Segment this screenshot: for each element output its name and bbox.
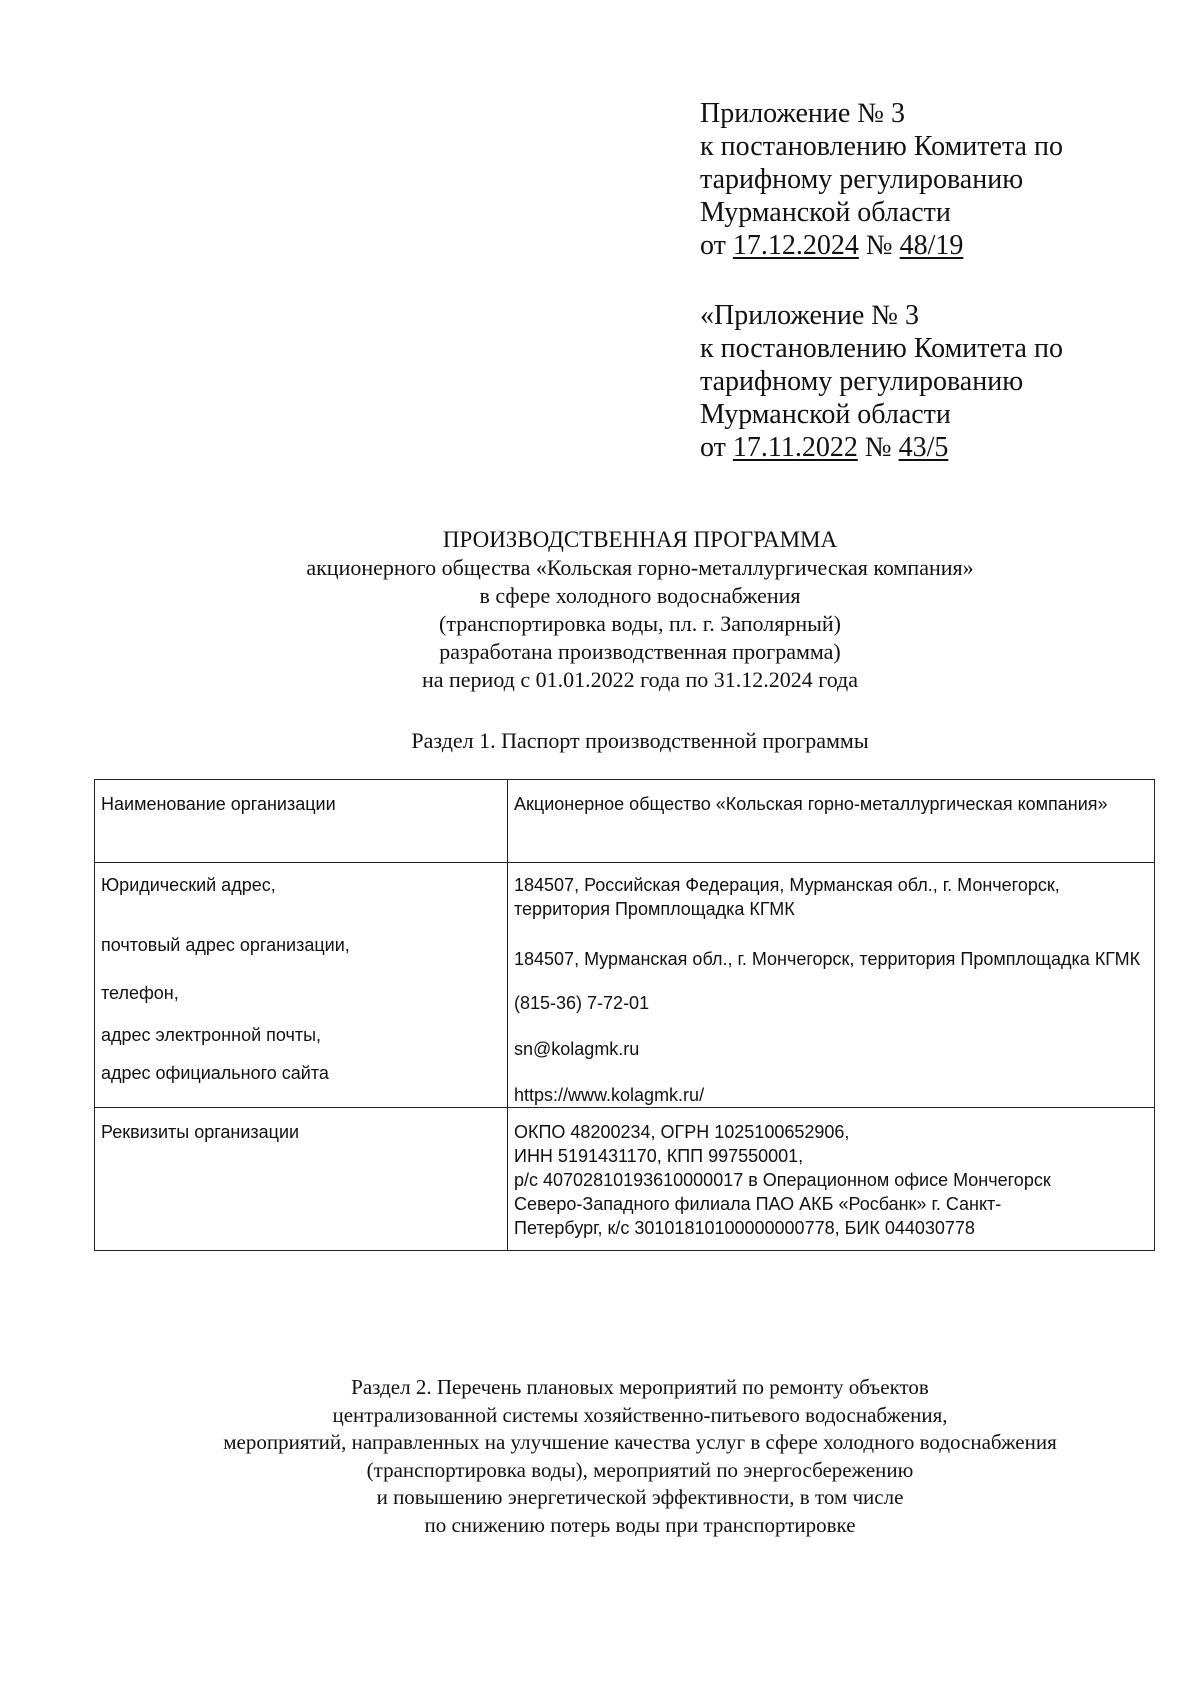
appendix-previous-number-prefix: №: [857, 432, 899, 463]
postal-address-label: почтовый адрес организации,: [101, 935, 350, 955]
phone-value: (815-36) 7-72-01: [514, 993, 650, 1013]
requisites-value: [508, 1108, 1155, 1251]
appendix-previous-line2: к постановлению Комитета по: [700, 333, 1063, 364]
program-title-line2: акционерного общества «Кольская горно-металлургическая компания»: [306, 555, 974, 580]
appendix-current: [700, 97, 1160, 262]
postal-address-value: 184507, Мурманская обл., г. Мончегорск, территория Промплощадка КГМК: [514, 949, 1141, 969]
section2-line1: Раздел 2. Перечень плановых мероприятий по ремонту объектов: [351, 1375, 929, 1399]
appendix-previous-date-line: [700, 431, 1160, 464]
appendix-current-number: 48/19: [899, 230, 964, 261]
requisites-line3: р/с 40702810193610000017 в Операционном офисе Мончегорск: [514, 1170, 1051, 1190]
appendix-current-line2: к постановлению Комитета по: [700, 131, 1063, 162]
appendix-previous-date-prefix: от: [700, 432, 733, 463]
contacts-labels-cell: [95, 863, 508, 1108]
section2-line5: и повышению энергетической эффективности, в том числе: [376, 1485, 904, 1509]
appendix-current-line4: Мурманской области: [700, 197, 951, 228]
appendix-previous: [700, 299, 1160, 464]
website-value: https://www.kolagmk.ru/: [514, 1085, 705, 1105]
section2-line3: мероприятий, направленных на улучшение качества услуг в сфере холодного водоснабжения: [223, 1430, 1057, 1454]
appendix-previous-date: 17.11.2022: [732, 432, 858, 463]
table-row: [95, 780, 1155, 863]
email-label: адрес электронной почты,: [101, 1025, 322, 1045]
requisites-line4: Северо-Западного филиала ПАО АКБ «Росбанк» г. Санкт-: [514, 1194, 1002, 1214]
requisites-line5: Петербург, к/с 30101810100000000778, БИК 044030778: [514, 1218, 975, 1238]
passport-table: [94, 779, 1155, 1251]
legal-address-value: 184507, Российская Федерация, Мурманская обл., г. Мончегорск, территория Промплощадка КГМК: [514, 875, 1060, 919]
table-row: [95, 863, 1155, 1108]
appendix-previous-line3: тарифному регулированию: [700, 366, 1024, 397]
requisites-label: Реквизиты организации: [95, 1108, 508, 1251]
contacts-values-cell: [508, 863, 1155, 1108]
section2-line4: (транспортировка воды), мероприятий по энергосбережению: [366, 1457, 914, 1482]
appendix-current-line3: тарифному регулированию: [700, 164, 1024, 195]
requisites-line1: ОКПО 48200234, ОГРН 1025100652906,: [514, 1122, 850, 1142]
program-title-main: ПРОИЗВОДСТВЕННАЯ ПРОГРАММА: [442, 527, 838, 552]
appendix-previous-line1: «Приложение № 3: [700, 300, 919, 331]
phone-label: телефон,: [101, 983, 179, 1003]
program-title-period: на период с 01.01.2022 года по 31.12.2024 года: [421, 667, 859, 692]
requisites-line2: ИНН 5191431170, КПП 997550001,: [514, 1146, 804, 1166]
org-name-label: Наименование организации: [95, 780, 508, 863]
appendix-current-line1: Приложение № 3: [700, 98, 905, 129]
appendix-current-date-prefix: от: [700, 230, 733, 261]
appendix-previous-number: 43/5: [898, 432, 949, 463]
program-title: [0, 526, 1200, 694]
appendix-current-date: 17.12.2024: [732, 230, 859, 261]
legal-address-label: Юридический адрес,: [101, 875, 276, 895]
appendix-previous-line4: Мурманской области: [700, 399, 951, 430]
website-label: адрес официального сайта: [101, 1063, 329, 1083]
program-title-line5: разработана производственная программа): [439, 639, 841, 664]
appendix-current-date-line: [700, 229, 1160, 262]
table-row: [95, 1108, 1155, 1251]
org-name-value: Акционерное общество «Кольская горно-металлургическая компания»: [508, 780, 1155, 863]
program-title-line4: (транспортировка воды, пл. г. Заполярный): [439, 611, 841, 636]
section2-heading: [0, 1374, 1200, 1539]
section1-heading: Раздел 1. Паспорт производственной программы: [411, 728, 869, 753]
section2-line6: по снижению потерь воды при транспортировке: [424, 1512, 856, 1537]
section2-line2: централизованной системы хозяйственно-питьевого водоснабжения,: [332, 1402, 948, 1427]
program-title-line3: в сфере холодного водоснабжения: [479, 583, 801, 608]
email-value: sn@kolagmk.ru: [514, 1039, 640, 1059]
appendix-current-number-prefix: №: [858, 230, 900, 261]
